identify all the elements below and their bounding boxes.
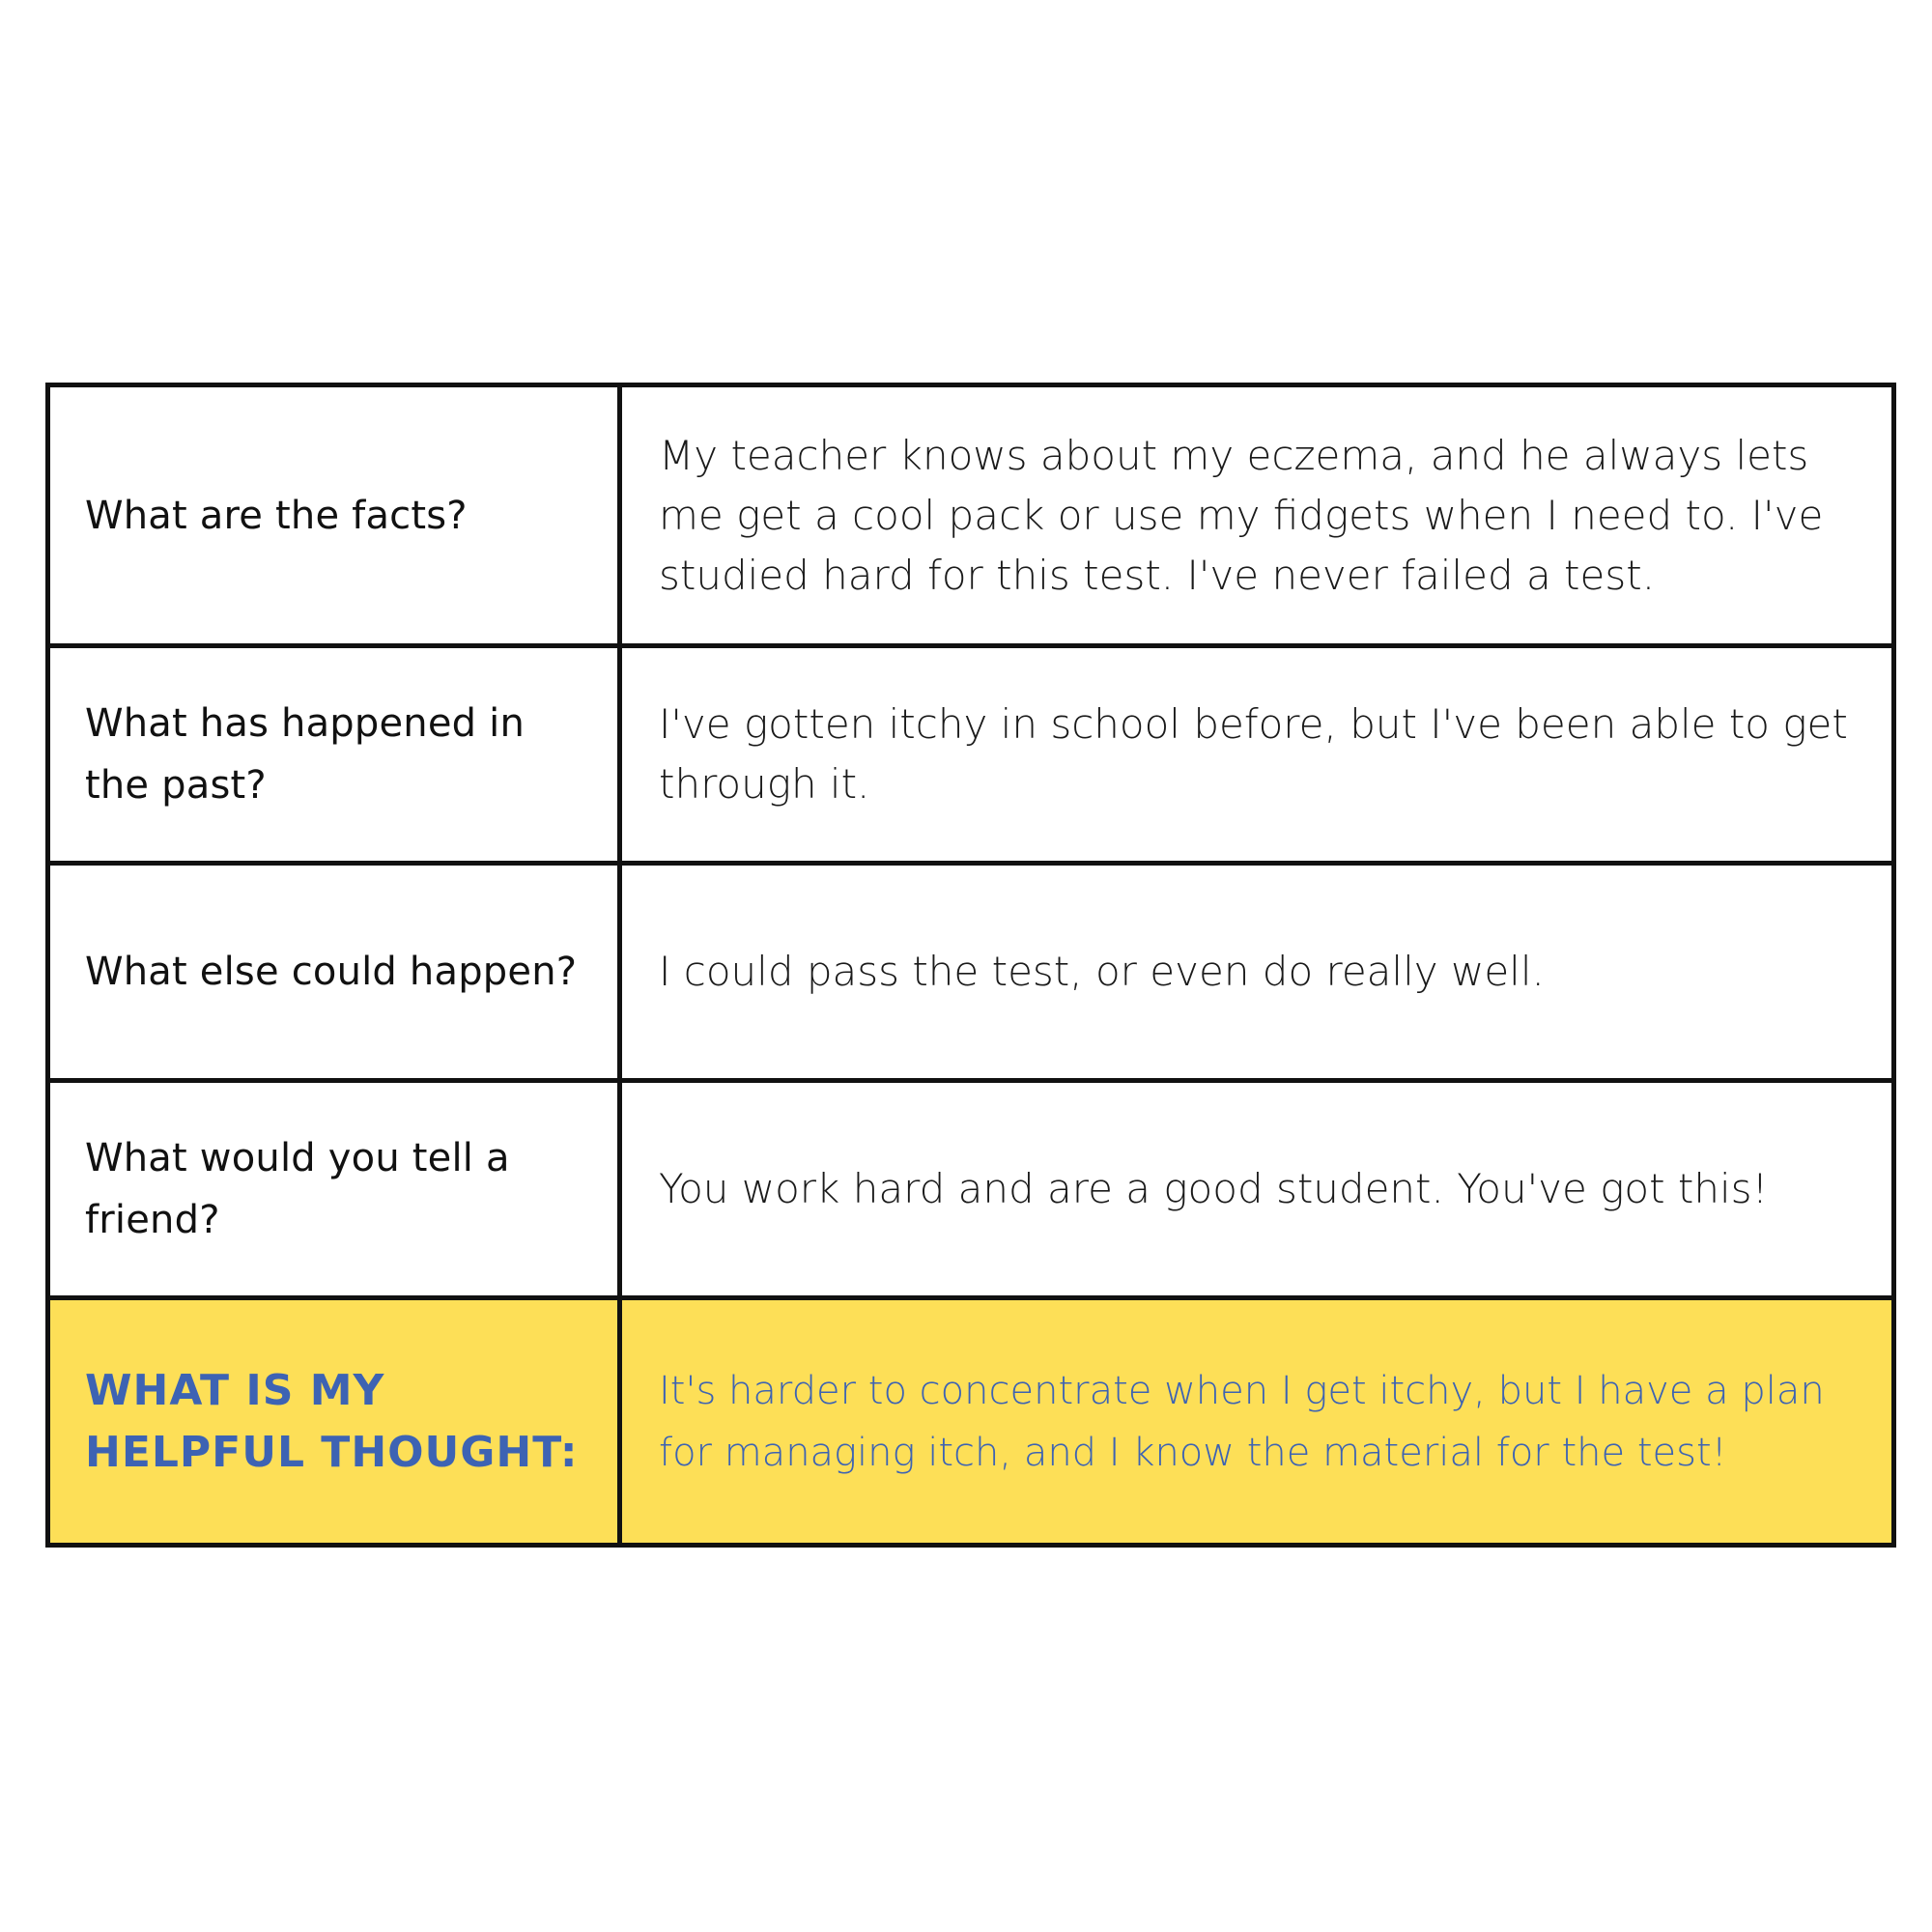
question-text: What has happened in the past? — [85, 701, 526, 808]
answer-cell — [622, 387, 1891, 648]
answer-text: You work hard and are a good student. You've got this! — [659, 1165, 1769, 1212]
question-cell — [50, 866, 622, 1083]
answer-cell — [622, 1083, 1891, 1300]
answer-text: I've gotten itchy in school before, but I've been able to get through it. — [659, 700, 1848, 808]
answer-cell — [622, 866, 1891, 1083]
question-text: What else could happen? — [85, 950, 578, 994]
answer-cell — [622, 648, 1891, 866]
question-cell — [50, 1083, 622, 1300]
question-text: What are the facts? — [85, 493, 468, 538]
question-text: What would you tell a friend? — [85, 1136, 510, 1242]
question-cell — [50, 648, 622, 866]
question-cell — [50, 1300, 622, 1543]
answer-cell — [622, 1300, 1891, 1543]
helpful-thought-heading: WHAT IS MY HELPFUL THOUGHT: — [85, 1365, 579, 1477]
question-cell — [50, 387, 622, 648]
answer-text: I could pass the test, or even do really well. — [659, 948, 1545, 995]
helpful-thought-worksheet-table — [45, 383, 1896, 1548]
answer-text: My teacher knows about my eczema, and he always lets me get a cool pack or use my fidgets when I need to. I've studied hard for this test. I've never failed a test. — [659, 431, 1824, 599]
helpful-thought-text: It's harder to concentrate when I get itchy, but I have a plan for managing itch, and I know the material for the test! — [659, 1368, 1825, 1475]
